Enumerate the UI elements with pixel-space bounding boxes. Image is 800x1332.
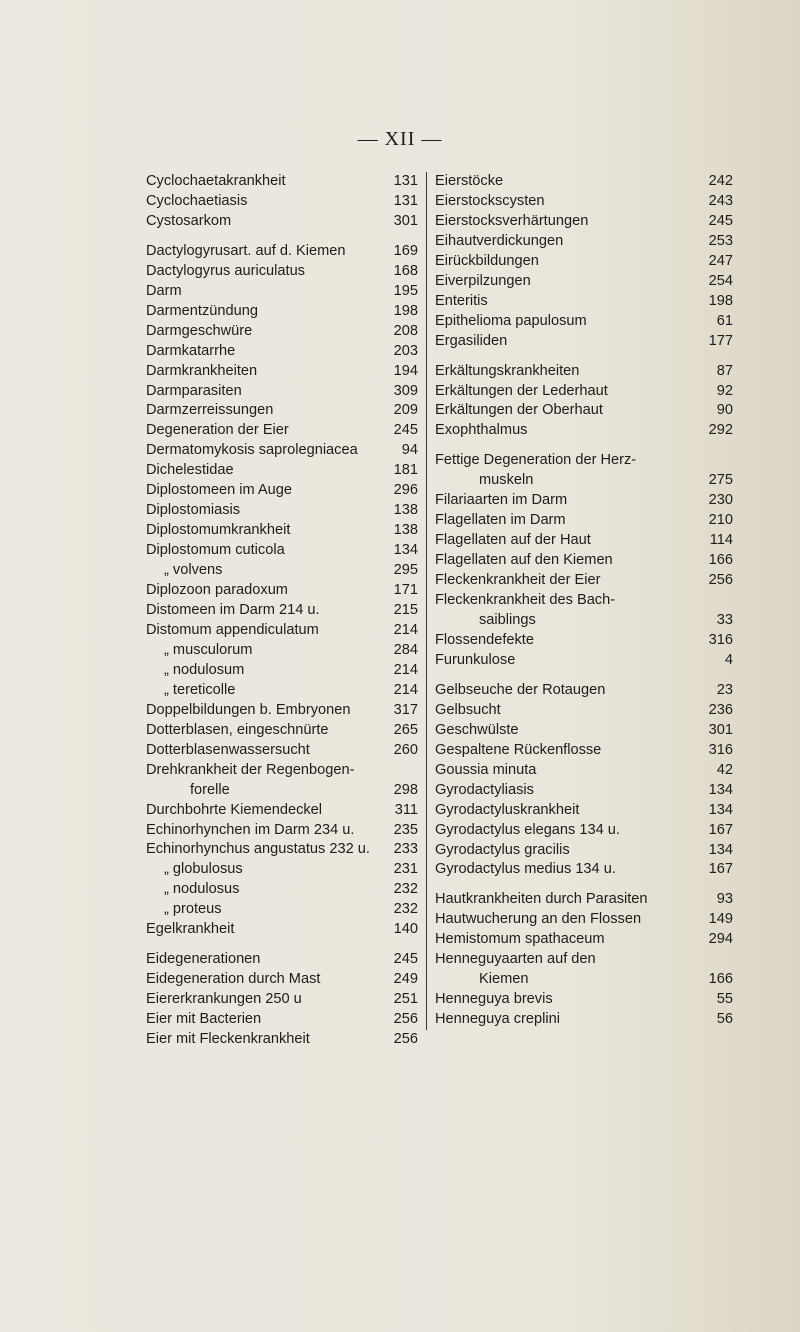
entry-term: Darmentzündung — [146, 302, 258, 319]
entry-term: „ proteus — [164, 901, 222, 918]
entry-term: Eierstöcke — [435, 173, 504, 189]
entry-term: muskeln — [479, 472, 534, 489]
index-entry — [435, 571, 733, 591]
index-entry — [146, 950, 418, 970]
entry-page-number: 249 — [393, 971, 418, 988]
entry-page-number: 94 — [401, 442, 418, 459]
index-entry — [435, 860, 733, 880]
entry-page-number: 233 — [393, 841, 418, 858]
index-entry — [435, 192, 733, 212]
index-entry — [146, 840, 418, 860]
entry-page-number: 296 — [393, 482, 418, 499]
entry-term: Erkältungen der Lederhaut — [435, 382, 608, 399]
entry-term: „ volvens — [164, 562, 223, 579]
index-entry — [146, 401, 418, 421]
index-entry — [435, 212, 733, 232]
index-entry — [146, 821, 418, 841]
section-gap — [435, 880, 733, 890]
index-entry — [435, 491, 733, 511]
entry-term: Dactylogyrusart. auf d. Kiemen — [146, 242, 346, 259]
entry-page-number: 134 — [708, 781, 733, 798]
entry-term: Filariaarten im Darm — [435, 492, 568, 509]
index-entry — [435, 741, 733, 761]
entry-term: Gyrodactylus elegans 134 u. — [435, 821, 620, 838]
entry-page-number: 166 — [708, 552, 733, 569]
index-entry — [435, 950, 733, 970]
entry-page-number: 247 — [708, 252, 733, 269]
entry-term: Henneguya brevis — [435, 991, 553, 1008]
index-entry — [435, 681, 733, 701]
index-entry — [146, 581, 418, 601]
entry-term: forelle — [190, 781, 230, 798]
entry-term: Diplostomum cuticola — [146, 542, 285, 559]
index-entry — [435, 841, 733, 861]
entry-term: Geschwülste — [435, 721, 519, 738]
index-entry — [435, 312, 733, 332]
index-entry — [146, 242, 418, 262]
index-entry — [435, 272, 733, 292]
entry-term: Darmparasiten — [146, 382, 242, 399]
index-entry — [435, 232, 733, 252]
index-entry — [435, 761, 733, 781]
entry-term: Echinorhynchen im Darm 234 u. — [146, 821, 355, 838]
entry-term: Darmkatarrhe — [146, 342, 236, 359]
entry-page-number: 203 — [393, 342, 418, 359]
entry-term: Fleckenkrankheit des Bach- — [435, 592, 616, 609]
entry-page-number: 317 — [393, 701, 418, 718]
entry-page-number: 256 — [708, 572, 733, 589]
entry-page-number: 166 — [708, 971, 733, 988]
section-gap — [146, 232, 418, 242]
index-entry — [146, 441, 418, 461]
entry-page-number: 114 — [709, 532, 733, 549]
index-entry — [435, 401, 733, 421]
entry-page-number: 292 — [708, 422, 733, 439]
entry-page-number: 194 — [393, 362, 418, 379]
entry-term: Goussia minuta — [435, 761, 537, 778]
entry-page-number: 232 — [393, 881, 418, 898]
entry-term: Diplozoon paradoxum — [146, 582, 288, 599]
index-entry — [146, 860, 418, 880]
entry-term: „ nodulosum — [164, 661, 245, 678]
entry-term: Egelkrankheit — [146, 921, 235, 938]
index-entry — [435, 1010, 733, 1030]
index-entry — [146, 1010, 418, 1030]
entry-page-number: 55 — [716, 991, 733, 1008]
index-entry — [435, 701, 733, 721]
entry-term: Henneguya creplini — [435, 1011, 560, 1028]
index-entry — [146, 481, 418, 501]
index-entry — [435, 631, 733, 651]
index-entry — [146, 282, 418, 302]
entry-term: Darm — [146, 282, 182, 299]
index-entry — [435, 451, 733, 471]
entry-page-number: 256 — [393, 1011, 418, 1028]
entry-page-number: 275 — [708, 472, 733, 489]
entry-term: Hemistomum spathaceum — [435, 931, 605, 948]
index-entry — [435, 511, 733, 531]
index-entry — [146, 382, 418, 402]
entry-term: Erkältungskrankheiten — [435, 362, 580, 379]
entry-term: Degeneration der Eier — [146, 422, 289, 439]
index-entry — [435, 362, 733, 382]
entry-term: saiblings — [479, 612, 536, 629]
index-entry — [435, 421, 733, 441]
entry-page-number: 42 — [716, 761, 733, 778]
entry-term: Hautwucherung an den Flossen — [435, 911, 642, 928]
entry-page-number: 260 — [393, 741, 418, 758]
entry-page-number: 311 — [394, 801, 418, 818]
index-entry — [146, 362, 418, 382]
entry-page-number: 23 — [716, 681, 733, 698]
entry-page-number: 90 — [716, 402, 733, 419]
entry-term: Ergasiliden — [435, 332, 508, 349]
entry-term: Durchbohrte Kiemendeckel — [146, 801, 323, 818]
entry-page-number: 195 — [393, 282, 418, 299]
entry-page-number: 253 — [708, 232, 733, 249]
section-gap — [146, 940, 418, 950]
entry-page-number: 167 — [708, 821, 733, 838]
index-entry — [146, 302, 418, 322]
entry-page-number: 134 — [393, 542, 418, 559]
index-entry — [435, 471, 733, 491]
entry-page-number: 168 — [393, 262, 418, 279]
entry-page-number: 198 — [393, 302, 418, 319]
index-entry — [146, 741, 418, 761]
index-entry — [146, 521, 418, 541]
entry-page-number: 230 — [708, 492, 733, 509]
entry-term: Enteritis — [435, 292, 488, 309]
section-gap — [435, 352, 733, 362]
entry-page-number: 169 — [393, 242, 418, 259]
index-entry — [435, 551, 733, 571]
entry-term: Eier mit Fleckenkrankheit — [146, 1031, 310, 1048]
index-entry — [435, 721, 733, 741]
entry-page-number: 131 — [393, 173, 418, 189]
entry-page-number: 256 — [393, 1031, 418, 1048]
entry-page-number: 131 — [393, 192, 418, 209]
index-entry — [146, 781, 418, 801]
entry-page-number: 198 — [708, 292, 733, 309]
entry-term: Gelbsucht — [435, 701, 501, 718]
entry-term: Diplostomumkrankheit — [146, 522, 291, 539]
entry-term: Gelbseuche der Rotaugen — [435, 681, 606, 698]
index-entry — [146, 761, 418, 781]
entry-page-number: 245 — [708, 212, 733, 229]
index-entry — [146, 461, 418, 481]
entry-page-number: 138 — [393, 522, 418, 539]
index-entry — [146, 601, 418, 621]
entry-term: Eihautverdickungen — [435, 232, 564, 249]
index-entry — [146, 421, 418, 441]
entry-term: Echinorhynchus angustatus 232 u. — [146, 841, 370, 858]
entry-page-number: 294 — [708, 931, 733, 948]
entry-term: Cyclochaetakrankheit — [146, 173, 286, 189]
entry-page-number: 309 — [393, 382, 418, 399]
index-entry — [146, 681, 418, 701]
entry-term: Dermatomykosis saprolegniacea — [146, 442, 358, 459]
index-entry — [435, 332, 733, 352]
entry-term: Eiererkrankungen 250 u — [146, 991, 302, 1008]
entry-page-number: 245 — [393, 422, 418, 439]
entry-page-number: 92 — [716, 382, 733, 399]
index-entry — [146, 501, 418, 521]
entry-term: „ musculorum — [164, 641, 253, 658]
index-entry — [146, 990, 418, 1010]
entry-page-number: 298 — [393, 781, 418, 798]
entry-page-number: 251 — [393, 991, 418, 1008]
entry-term: Eidegeneration durch Mast — [146, 971, 321, 988]
index-entry — [146, 970, 418, 990]
entry-page-number: 301 — [708, 721, 733, 738]
index-entry — [435, 252, 733, 272]
index-entry — [146, 342, 418, 362]
entry-term: Dotterblasenwassersucht — [146, 741, 310, 758]
index-entry — [146, 661, 418, 681]
entry-term: Doppelbildungen b. Embryonen — [146, 701, 351, 718]
index-entry — [146, 172, 418, 192]
entry-term: Flagellaten im Darm — [435, 512, 566, 529]
entry-page-number: 33 — [716, 612, 733, 629]
entry-term: „ globulosus — [164, 861, 243, 878]
index-entry — [435, 781, 733, 801]
index-column-left — [146, 172, 418, 1050]
entry-term: Drehkrankheit der Regenbogen- — [146, 761, 355, 778]
index-entry — [435, 292, 733, 312]
page-header: — XII — — [357, 128, 443, 150]
entry-page-number: 167 — [708, 861, 733, 878]
index-entry — [146, 192, 418, 212]
index-entry — [146, 1030, 418, 1050]
index-entry — [146, 641, 418, 661]
index-entry — [435, 970, 733, 990]
index-entry — [146, 880, 418, 900]
entry-page-number: 284 — [393, 641, 418, 658]
entry-term: Cyclochaetiasis — [146, 192, 248, 209]
entry-page-number: 138 — [393, 502, 418, 519]
entry-term: Eidegenerationen — [146, 951, 261, 968]
entry-term: Darmkrankheiten — [146, 362, 258, 379]
entry-term: Dichelestidae — [146, 462, 234, 479]
entry-page-number: 265 — [393, 721, 418, 738]
entry-page-number: 4 — [724, 651, 733, 668]
entry-term: Flagellaten auf der Haut — [435, 532, 591, 549]
entry-term: Flossendefekte — [435, 631, 534, 648]
entry-term: Gyrodactyluskrankheit — [435, 801, 580, 818]
entry-page-number: 254 — [708, 272, 733, 289]
entry-term: Gyrodactyliasis — [435, 781, 534, 798]
index-entry — [435, 930, 733, 950]
entry-page-number: 177 — [708, 332, 733, 349]
entry-term: Eirückbildungen — [435, 252, 539, 269]
entry-page-number: 134 — [708, 801, 733, 818]
entry-term: Henneguyaarten auf den — [435, 951, 596, 968]
section-gap — [435, 441, 733, 451]
index-entry — [146, 721, 418, 741]
entry-term: Gyrodactylus gracilis — [435, 841, 570, 858]
index-entry — [146, 541, 418, 561]
index-entry — [146, 262, 418, 282]
entry-term: Hautkrankheiten durch Parasiten — [435, 891, 648, 908]
index-entry — [146, 920, 418, 940]
entry-page-number: 236 — [708, 701, 733, 718]
entry-page-number: 316 — [708, 741, 733, 758]
entry-term: Darmgeschwüre — [146, 322, 253, 339]
entry-page-number: 295 — [393, 562, 418, 579]
entry-term: Eiverpilzungen — [435, 272, 531, 289]
index-entry — [146, 621, 418, 641]
entry-page-number: 231 — [393, 861, 418, 878]
entry-term: Gyrodactylus medius 134 u. — [435, 861, 616, 878]
entry-page-number: 214 — [393, 681, 418, 698]
entry-page-number: 134 — [708, 841, 733, 858]
entry-term: Distomeen im Darm 214 u. — [146, 602, 320, 619]
entry-page-number: 301 — [393, 212, 418, 229]
entry-page-number: 93 — [716, 891, 733, 908]
entry-page-number: 61 — [716, 312, 733, 329]
entry-page-number: 140 — [393, 921, 418, 938]
entry-page-number: 87 — [716, 362, 733, 379]
entry-term: Cystosarkom — [146, 212, 232, 229]
entry-term: Fettige Degeneration der Herz- — [435, 452, 637, 469]
entry-page-number: 181 — [393, 462, 418, 479]
entry-term: Eierstocksverhärtungen — [435, 212, 589, 229]
entry-page-number: 316 — [708, 631, 733, 648]
entry-page-number: 149 — [708, 911, 733, 928]
entry-term: Fleckenkrankheit der Eier — [435, 572, 601, 589]
entry-page-number: 232 — [393, 901, 418, 918]
entry-term: Kiemen — [479, 971, 529, 988]
entry-page-number: 56 — [716, 1011, 733, 1028]
entry-term: Erkältungen der Oberhaut — [435, 402, 603, 419]
entry-term: Diplostomeen im Auge — [146, 482, 293, 499]
index-entry — [435, 890, 733, 910]
index-entry — [435, 821, 733, 841]
entry-page-number: 214 — [393, 661, 418, 678]
entry-term: Dactylogyrus auriculatus — [146, 262, 305, 279]
entry-term: „ tereticolle — [164, 681, 236, 698]
entry-term: Dotterblasen, eingeschnürte — [146, 721, 329, 738]
entry-page-number: 245 — [393, 951, 418, 968]
section-gap — [435, 671, 733, 681]
entry-term: „ nodulosus — [164, 881, 240, 898]
entry-page-number: 242 — [708, 173, 733, 189]
entry-page-number: 171 — [393, 582, 418, 599]
entry-page-number: 214 — [393, 621, 418, 638]
entry-term: Exophthalmus — [435, 422, 528, 439]
index-entry — [435, 611, 733, 631]
index-entry — [146, 212, 418, 232]
index-entry — [435, 990, 733, 1010]
entry-page-number: 243 — [708, 192, 733, 209]
entry-page-number: 215 — [393, 602, 418, 619]
index-entry — [146, 561, 418, 581]
index-entry — [146, 900, 418, 920]
entry-term: Epithelioma papulosum — [435, 312, 587, 329]
index-entry — [435, 531, 733, 551]
index-entry — [435, 910, 733, 930]
index-entry — [146, 322, 418, 342]
index-entry — [146, 701, 418, 721]
entry-term: Eier mit Bacterien — [146, 1011, 262, 1028]
entry-page-number: 210 — [708, 512, 733, 529]
entry-term: Flagellaten auf den Kiemen — [435, 552, 613, 569]
index-entry — [435, 801, 733, 821]
entry-term: Distomum appendiculatum — [146, 621, 319, 638]
entry-term: Gespaltene Rückenflosse — [435, 741, 602, 758]
entry-term: Furunkulose — [435, 651, 516, 668]
index-entry — [435, 382, 733, 402]
entry-page-number: 209 — [393, 402, 418, 419]
index-entry — [435, 651, 733, 671]
index-entry — [435, 591, 733, 611]
index-entry — [146, 801, 418, 821]
index-column-right — [426, 172, 733, 1030]
entry-page-number: 235 — [393, 821, 418, 838]
entry-term: Diplostomiasis — [146, 502, 241, 519]
entry-term: Darmzerreissungen — [146, 402, 274, 419]
index-entry — [435, 172, 733, 192]
entry-page-number: 208 — [393, 322, 418, 339]
entry-term: Eierstockscysten — [435, 192, 545, 209]
